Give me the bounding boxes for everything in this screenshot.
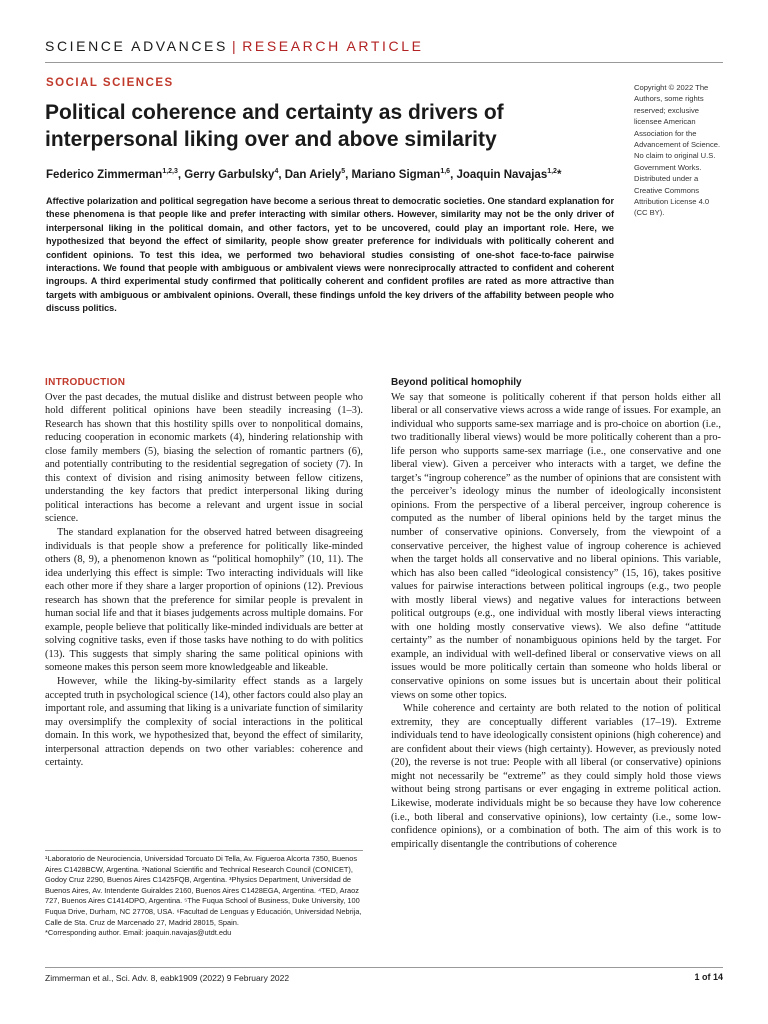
paragraph: Over the past decades, the mutual dislike and distrust between people who hold different political opinions have been steadily increasing (1–3). Research has shown that this hostility spills over to nonpolitical domains, reducing cooperation in economic markets (4), hindering relationship with close family members (5), biasing the selection of romantic partners (6), and potentially contributing to the residential segregation of society (7). In this context of division and rising animosity between fellow citizens, understanding the key factors that predict interpersonal liking during political interactions has become a relevant and urgent issue in social science.: [45, 391, 363, 525]
paragraph: We say that someone is politically coherent if that person holds either all liberal or all conservative views across a wide range of issues. For example, an individual who supports same-sex marriage and is pro-choice on abortion (i.e., two traditionally liberal views) would be more politically coherent than a pro-life person who supports same-sex marriage (i.e., one conservative and one liberal view). Given a perceiver who interacts with a target, we define the target’s “ingroup coherence” as the number of opinions that are consistent with the perceiver’s ideology minus the number of ideologically inconsistent opinions. From the perspective of a liberal perceiver, ingroup coherence is computed as the number of liberal opinions held by the target minus the number of conservative opinions. Conversely, from the viewpoint of a conservative perceiver, the highest value of ingroup coherence is achieved when the target holds all conservative and no liberal opinions. This variable, which has also been called “ideological consistency” (15, 16), takes positive values for pairwise interactions between political ingroups (e.g., two people with mostly liberal views) and negative values for interactions between political outgroups (e.g., one individual with mostly liberal views interacting with one holding mostly conservative views). We also define “attitude certainty” as the number of nonambiguous opinions held by the target. For example, an individual with well-defined liberal or conservative views on all issues would be more politically certain than someone who holds liberal or conservative opinions on some issues but is uncertain about their political views on some other topics.: [391, 391, 721, 701]
author-5[interactable]: [456, 169, 557, 181]
header-rule: [45, 62, 723, 63]
author-separator: ,: [278, 168, 285, 181]
author-affiliation: 1,2: [547, 168, 557, 175]
corresponding-marker: *: [556, 168, 562, 181]
author-separator: ,: [177, 168, 185, 181]
author-list: [46, 165, 626, 182]
subsection-heading: Beyond political homophily: [391, 377, 522, 388]
citation-footer: Zimmerman et al., Sci. Adv. 8, eabk1909 (2022) 9 February 2022: [45, 973, 290, 983]
page-number: 1 of 14: [694, 972, 723, 982]
paragraph: However, while the liking-by-similarity effect stands as a largely accepted truth in psychological science (14), other factors could also play an important role, and assuming that liking is a univariate function of similarity may oversimplify the complexity of social interactions in the political domain. In this work, we hypothesized that, beyond the effect of similarity, interpersonal attraction depends on two other variables: coherence and certainty.: [45, 676, 364, 769]
author-4[interactable]: [352, 169, 451, 181]
copyright-notice: Copyright © 2022 The Authors, some rights reserved; exclusive licensee American Association for the Advancement of Science. No claim to original U.S. Government Works. Distributed under a Creative Commons Attribution License 4.0 (CC BY).: [634, 83, 721, 218]
author-separator: ,: [450, 168, 457, 181]
footnote-rule: [45, 850, 363, 851]
journal-name: SCIENCE ADVANCES: [45, 38, 228, 54]
author-1[interactable]: [46, 169, 178, 181]
author-2[interactable]: [184, 169, 278, 181]
footnotes: [45, 854, 363, 939]
corresponding-author-footnote[interactable]: *Corresponding author. Email: joaquin.navajas@utdt.edu: [45, 928, 232, 938]
right-column: [391, 376, 721, 851]
article-type: RESEARCH ARTICLE: [242, 38, 424, 54]
author-affiliation: 4: [274, 168, 279, 175]
section-heading-introduction: INTRODUCTION: [45, 377, 126, 388]
author-affiliation: 1,6: [440, 168, 451, 175]
section-label: SOCIAL SCIENCES: [46, 77, 174, 89]
author-name: Dan Ariely: [284, 168, 342, 181]
left-column: [45, 376, 363, 770]
footer-rule: [45, 967, 723, 968]
abstract: Affective polarization and political segregation have become a serious threat to democratic societies. One standard explanation for these phenomena is that people like and prefer interacting with similar others. However, similarity may not be the only driver of interpersonal liking in the political domain, and other factors, yet to be uncovered, could play an important role. Here, we hypothesized that beyond the effect of similarity, people show greater preference for individuals with politically coherent and confident opinions. To test this idea, we performed two behavioral studies consisting of one-shot face-to-face pairwise interactions. We found that people with ambiguous or ambivalent views were nonreciprocally attracted to confident and coherent ingroups. A third experimental study confirmed that politically coherent and confident profiles are rated as more attractive than targets with ambiguous or ambivalent opinions. Overall, these findings unfold the key drivers of the affability between people who discuss politics.: [46, 196, 614, 314]
author-separator: ,: [345, 168, 352, 181]
author-affiliation: 1,2,3: [162, 168, 178, 175]
affiliations-footnote: ¹Laboratorio de Neurociencia, Universidad Torcuato Di Tella, Av. Figueroa Alcorta 7350, Buenos Aires C1428BCW, Argentina. ²National Scientific and Technical Research Council (CONICET), Godoy Cruz 2290, Buenos Aires C1425FQB, Argentina. ³Physics Department, Universidad de Buenos Aires, Av. Intendente Guiraldes 2160, Buenos Aires C1428EGA, Argentina. ⁴TED, Araoz 727, Buenos Aires C1414DPO, Argentina. ⁵The Fuqua School of Business, Duke University, 100 Fuqua Drive, Durham, NC 27708, USA. ⁶Facultad de Lenguas y Educación, Universidad Nebrija, Calle de Sta. Cruz de Marcenado 27, Madrid 28015, Spain.: [45, 854, 362, 927]
author-name: Gerry Garbulsky: [184, 168, 275, 181]
journal-header: [45, 38, 424, 54]
author-name: Joaquin Navajas: [456, 168, 548, 181]
author-name: Federico Zimmerman: [46, 168, 163, 181]
author-3[interactable]: [285, 169, 345, 181]
paragraph: The standard explanation for the observed hatred between disagreeing individuals is that people show a preference for politically like-minded others (8, 9), a phenomenon known as “political homophily” (10, 11). The idea underlying this effect is simple: Two interacting individuals will like each other more if they share a larger proportion of opinions (12). Previous research has shown that the preference for similar people is prevalent in human social life and that it biases judgements across multiple domains. For example, people believe that politically like-minded individuals are better at solving cognitive tasks, even if those tasks have nothing to do with politics (13). This suggests that simply sharing the same political opinions with someone makes this person seem more knowledgeable and likeable.: [45, 527, 363, 674]
author-affiliation: 5: [341, 168, 346, 175]
paragraph: While coherence and certainty are both related to the notion of political extremity, they are conceptually different variables (17–19). Extreme individuals tend to have ideologically consistent opinions (high coherence) and are confident about their views (high certainty). However, as previously noted (20), the reverse is not true: People with all liberal (or conservative) opinions might not necessarily be “extreme” as they could simply hold those views without being strong partisans or ever engaging in extreme political action. Likewise, moderate individuals might be so because they have low coherence (i.e., both liberal and conservative opinions), low certainty (i.e., some low-confidence opinions), or a combination of both. The aim of this work is to empirically disentangle the contributions of coherence: [391, 703, 721, 850]
article-title: Political coherence and certainty as drivers of interpersonal liking over and above similarity: [45, 101, 504, 151]
header-separator: |: [231, 38, 239, 54]
author-name: Mariano Sigman: [351, 168, 441, 181]
